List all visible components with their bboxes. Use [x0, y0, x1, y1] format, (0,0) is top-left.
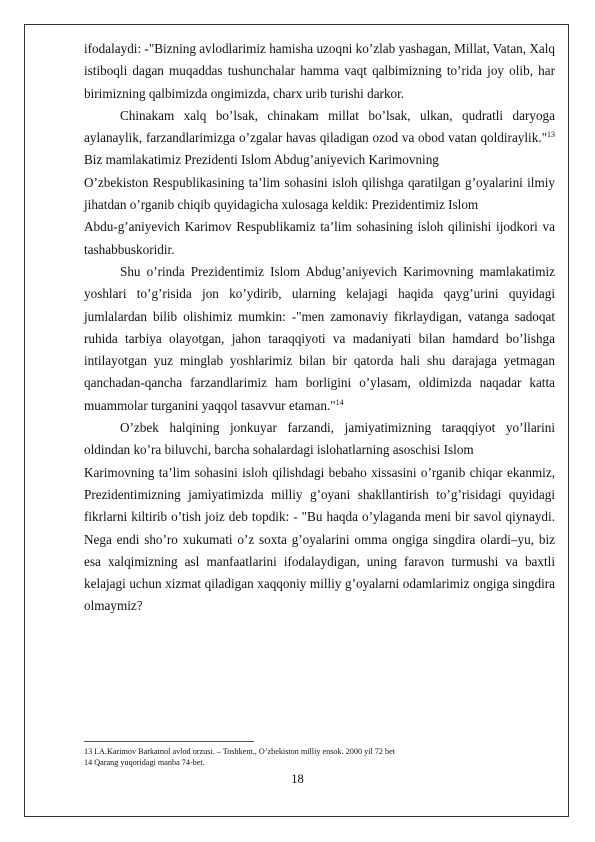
footnote-13: 13 I.A.Karimov Barkamol avlod orzusi. – Toshkent., O’zbekiston milliy ensok. 2000 yil 72 bet [84, 747, 396, 756]
paragraph-3: O’zbekiston Respublikasining ta’lim sohasini isloh qilishga qaratilgan g’oyalarini ilmiy jihatdan o’rganib chiqib quyidagicha xulosaga keldik: Prezidentimiz Islom [84, 174, 555, 213]
body-text [84, 38, 555, 618]
footnote-ref-14: 14 [335, 397, 344, 407]
paragraph-6: O’zbek halqining jonkuyar farzandi, jamiyatimizning taraqqiyot yo’llarini oldindan ko’ra biluvchi, barcha sohalardagi islohatlarning asoschisi Islom [84, 420, 555, 458]
footnotes [84, 746, 555, 768]
paragraph-7: Karimovning ta’lim sohasini isloh qilishdagi bebaho xissasini o’rganib chiqar ekanmiz, Prezidentimizning jamiyatimizda milliy g’oyani shakllantirish to’g’risidagi quyidagi fikrlarni kiltirib o’tish joiz deb topdik: - "Bu haqda o’ylaganda meni bir savol qiynaydi. Nega endi sho’ro xukumati o’z soxta g’oyalarini omma ongiga singdira olardi–yu, biz esa xalqimizning asl manfaatlarini ifodalaydigan, uning faravon turmushi va baxtli kelajagi uchun xizmat qiladigan xaqqoniy milliy g’oyalarni odamlarimiz ongiga singdira olmaymiz? [84, 464, 555, 614]
paragraph-4: Abdu-g’aniyevich Karimov Respublikamiz ta’lim sohasining isloh qilinishi ijodkori va tashabbuskoridir. [84, 219, 555, 257]
footnote-14: 14 Qarang yuqoridagi manba 74-bet. [84, 758, 205, 767]
paragraph-1: ifodalaydi: -"Bizning avlodlarimiz hamisha uzoqni ko’zlab yashagan, Millat, Vatan, Xalq istiboqli dagan muqaddas tushunchalar hamma vaqt qalbimizning to’rida joy olib, har birimizning qalbimizda ongimizda, charx urib turishi darkor. [84, 41, 555, 101]
footnote-divider [84, 741, 254, 742]
paragraph-5: Shu o’rinda Prezidentimiz Islom Abdug’aniyevich Karimovning mamlakatimiz yoshlari to’g’risida jon ko’ydirib, ularning kelajagi haqida qayg’urini quyidagi jumlalardan bilib olishimiz mumkin: -"men zamonaviy fikrlaydigan, vatanga sadoqat ruhida tarbiya olayotgan, jahon taraqqiyoti va madaniyati bilan hamdard bo’lishga intilayotgan yuz minglab yoshlarimiz bilan bir qatorda hali shu darajaga yetmagan qanchadan-qancha farzandlarimiz ham borligini o’ylasam, oldimizda naqadar katta muammolar turganini yaqqol tasavvur etaman."$^{14}$ [84, 263, 555, 413]
paragraph-2: Chinakam xalq bo’lsak, chinakam millat bo’lsak, ulkan, qudratli daryoga aylanaylik, farzandlarimizga o’zgalar havas qiladigan ozod va obod vatan qoldiraylik."$^{13}$ Biz mamlakatimiz Prezidenti Islom Abdug’aniyevich Karimovning [84, 107, 555, 168]
footnote-ref-13: 13 [547, 130, 555, 140]
page-number: 18 [291, 772, 304, 786]
